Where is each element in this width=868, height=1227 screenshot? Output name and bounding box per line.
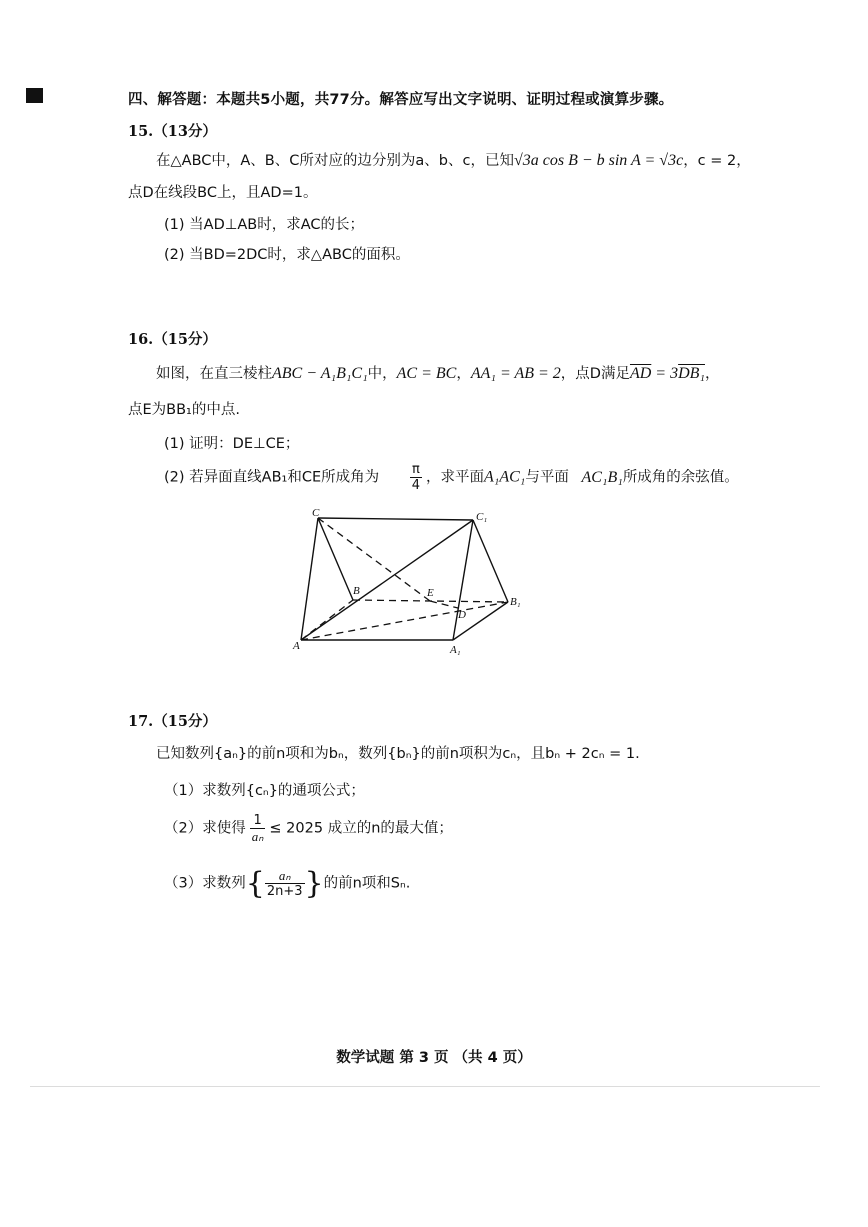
prism-figure (290, 505, 530, 660)
q16-vec-db: DB₁ (678, 365, 705, 382)
q17-part2-fraction (250, 813, 266, 844)
q17-part1: （1）求数列{cₙ}的通项公式； (164, 783, 365, 799)
q17-part2 (164, 813, 453, 844)
line-a-b1 (301, 602, 508, 640)
label-b1: B₁ (510, 596, 521, 608)
edge-c-b (318, 518, 353, 600)
q17-stem: 已知数列{aₙ}的前n项和为bₙ，数列{bₙ}的前n项积为cₙ，且bₙ + 2cₙ = 1. (156, 746, 640, 762)
q16-cond1: AC = BC (396, 365, 457, 382)
q16-stem-line1 (156, 362, 719, 383)
q16-angle-den: 4 (411, 478, 421, 493)
q16-part2-a: (2) 若异面直线AB₁和CE所成角为 (164, 469, 380, 486)
corner-marker (26, 88, 43, 103)
label-a: A (293, 640, 300, 652)
q15-number: 15.（13分） (128, 123, 217, 140)
q16-angle-fraction (410, 462, 422, 493)
q16-vec-eq: = 3 (651, 365, 679, 382)
q16-part2-c: 与平面 (525, 469, 569, 486)
q17-part2-b: ≤ 2025 成立的n的最大值； (269, 820, 453, 837)
section-title: 四、解答题：本题共5小题，共77分。解答应写出文字说明、证明过程或演算步骤。 (128, 92, 674, 108)
q16-plane2: AC₁B₁ (581, 468, 623, 486)
bottom-rule (30, 1086, 820, 1087)
edge-c1-a1 (453, 520, 473, 640)
q16-stem-c: ，点D满足 (560, 366, 630, 382)
q17-part3 (164, 866, 410, 901)
q16-stem-b: 中， (367, 366, 397, 382)
label-e: E (427, 587, 434, 599)
q17-part2-num: 1 (250, 813, 266, 829)
label-b: B (353, 585, 360, 597)
q17-right-brace: } (304, 866, 324, 901)
q16-prism: ABC − A₁B₁C₁ (272, 365, 368, 382)
q15-stem-line1 (156, 149, 751, 170)
page-footer: 数学试题 第 3 页 （共 4 页） (336, 1050, 532, 1066)
label-d: D (458, 609, 466, 621)
edge-c-a (301, 518, 318, 640)
q16-stem-d: ， (704, 366, 720, 382)
q17-part3-b: 的前n项和Sₙ. (323, 875, 411, 892)
q17-part3-fraction (265, 868, 305, 899)
line-e-d (430, 601, 458, 608)
q16-number: 16.（15分） (128, 331, 217, 348)
q15-stem-a: 在△ABC中，A、B、C所对应的边分别为a、b、c，已知 (156, 153, 514, 169)
q15-part2: (2) 当BD=2DC时，求△ABC的面积。 (164, 247, 410, 263)
q17-part2-den: aₙ (251, 829, 264, 844)
edge-c-c1 (318, 518, 473, 520)
q16-angle-num: π (410, 462, 422, 478)
q15-stem-b: ，c = 2， (683, 153, 751, 169)
q16-part1: (1) 证明：DE⊥CE； (164, 436, 300, 452)
q15-part1: (1) 当AD⊥AB时，求AC的长； (164, 217, 365, 233)
q17-left-brace: { (245, 866, 265, 901)
q16-part2-d: 所成角的余弦值。 (622, 469, 739, 486)
q16-cond2: AA₁ = AB = 2 (470, 365, 561, 382)
q17-number: 17.（15分） (128, 713, 217, 730)
q15-formula: √3a cos B − b sin A = √3c (513, 152, 684, 169)
edge-c1-b1 (473, 520, 508, 602)
label-c1: C₁ (476, 511, 488, 523)
q16-part2-b: ，求平面 (426, 469, 485, 486)
q17-part3-den: 2n+3 (266, 884, 303, 899)
q16-stem-a: 如图，在直三棱柱 (156, 366, 272, 382)
q16-plane1: A₁AC₁ (484, 468, 526, 486)
label-c: C (312, 507, 320, 519)
q17-part3-a: （3）求数列 (164, 875, 246, 892)
q15-stem-line2: 点D在线段BC上，且AD=1。 (128, 185, 318, 201)
q16-vec-ad: $\overline{AD}$ (629, 365, 652, 382)
q16-stem-line2: 点E为BB₁的中点. (128, 402, 240, 418)
q16-sep1: ， (456, 366, 471, 382)
label-a1: A₁ (450, 644, 461, 656)
q17-part2-a: （2）求使得 (164, 820, 246, 837)
q16-part2 (164, 462, 739, 493)
q17-part3-num: aₙ (265, 868, 305, 884)
